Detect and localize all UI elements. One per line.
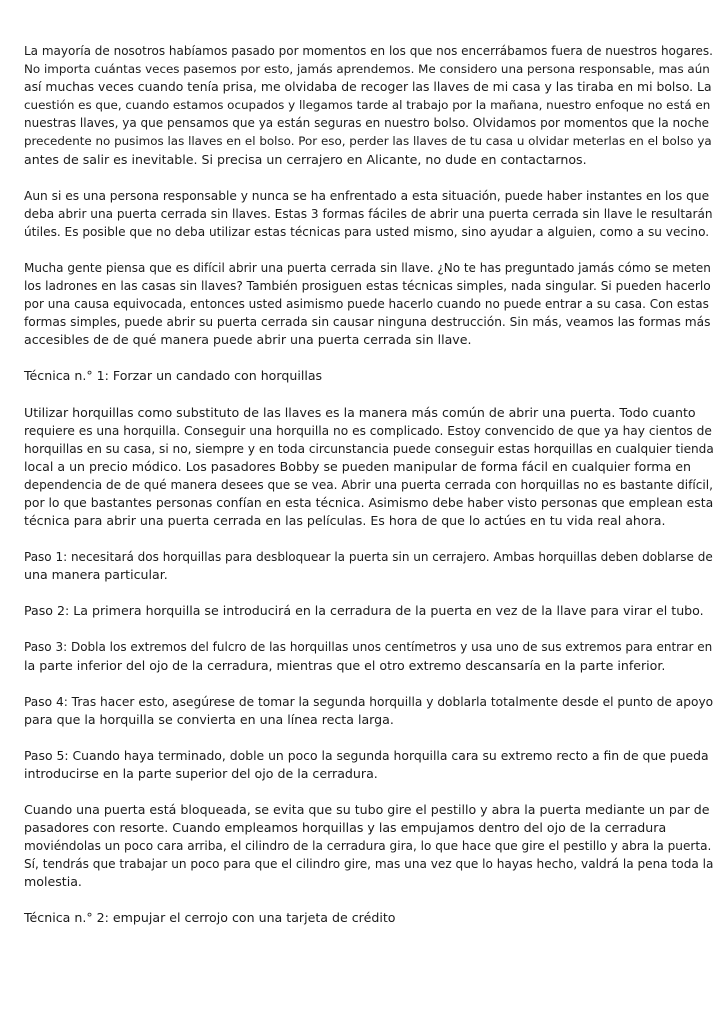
text-line: la parte inferior del ojo de la cerradura, mientras que el otro extremo descansaría en la parte inferior. <box>24 657 666 673</box>
text-line: Técnica n.° 1: Forzar un candado con horquillas <box>24 368 323 384</box>
text-line: Paso 3: Dobla los extremos del fulcro de las horquillas unos centímetros y usa uno de sus extremos para entrar en <box>24 640 713 655</box>
paragraph-hairpins <box>24 404 720 531</box>
text-line: una manera particular. <box>24 567 168 583</box>
text-line: nuestras llaves, ya que pensamos que ya están seguras en nuestro bolso. Olvidamos por momentos que la noche <box>24 116 710 131</box>
text-line: molestia. <box>24 874 82 890</box>
document-body <box>24 42 720 946</box>
text-line: deba abrir una puerta cerrada sin llaves. Estas 3 formas fáciles de abrir una puerta cerrada sin llave le resultarán <box>24 206 713 221</box>
paragraph-locked-door <box>24 801 720 891</box>
text-line: antes de salir es inevitable. Si precisa un cerrajero en Alicante, no dude en contactarnos. <box>24 151 587 167</box>
text-line: técnica para abrir una puerta cerrada en las películas. Es hora de que lo actúes en tu vida real ahora. <box>24 513 666 529</box>
text-line: formas simples, puede abrir su puerta cerrada sin causar ninguna destrucción. Sin más, veamos las formas más <box>24 315 711 330</box>
text-line: Utilizar horquillas como substituto de las llaves es la manera más común de abrir una puerta. Todo cuanto <box>24 404 696 420</box>
text-line: así muchas veces cuando tenía prisa, me olvidaba de recoger las llaves de mi casa y las tiraba en mi bolso. La <box>24 79 712 95</box>
text-line: horquillas en su casa, si no, siempre y en toda circunstancia puede conseguir estas horquillas en cualquier tienda <box>24 441 714 456</box>
paragraph-step-3 <box>24 638 720 674</box>
text-line: No importa cuántas veces pasemos por esto, jamás aprendemos. Me considero una persona responsable, mas aún <box>24 62 710 77</box>
text-line: para que la horquilla se convierta en una línea recta larga. <box>24 711 394 727</box>
paragraph-difficult <box>24 259 720 349</box>
text-line: Sí, tendrás que trabajar un poco para que el cilindro gire, mas una vez que lo hayas hecho, valdrá la pena toda la <box>24 857 714 872</box>
text-line: local a un precio módico. Los pasadores Bobby se pueden manipular de forma fácil en cualquier forma en <box>24 458 692 474</box>
text-line: por una causa equivocada, entonces usted asimismo puede hacerlo cuando no puede entrar a su casa. Con estas <box>24 297 709 312</box>
heading-technique-1 <box>24 367 720 385</box>
text-line: Mucha gente piensa que es difícil abrir una puerta cerrada sin llave. ¿No te has preguntado jamás cómo se meten <box>24 260 711 275</box>
paragraph-step-2 <box>24 602 720 620</box>
text-line: moviéndolas un poco cara arriba, el cilindro de la cerradura gira, lo que hace que gire el pestillo y abra la puerta. <box>24 839 712 854</box>
text-line: Paso 4: Tras hacer esto, asegúrese de tomar la segunda horquilla y doblarla totalmente desde el punto de apoyo <box>24 694 714 709</box>
text-line: Aun si es una persona responsable y nunca se ha enfrentado a esta situación, puede haber instantes en los que <box>24 188 710 203</box>
heading-technique-2 <box>24 909 720 927</box>
text-line: dependencia de de qué manera desees que se vea. Abrir una puerta cerrada con horquillas no es bastante difícil, <box>24 477 713 492</box>
text-line: por lo que bastantes personas confían en esta técnica. Asimismo debe haber visto personas que emplean esta <box>24 494 714 510</box>
text-line: Paso 2: La primera horquilla se introducirá en la cerradura de la puerta en vez de la llave para virar el tubo. <box>24 603 704 619</box>
text-line: Paso 1: necesitará dos horquillas para desbloquear la puerta sin un cerrajero. Ambas horquillas deben doblarse de <box>24 550 713 565</box>
paragraph-step-4 <box>24 693 720 729</box>
paragraph-step-1 <box>24 548 720 584</box>
paragraph-responsible <box>24 187 720 241</box>
text-line: útiles. Es posible que no deba utilizar estas técnicas para usted mismo, sino ayudar a alguien, como a su vecino. <box>24 224 710 239</box>
text-line: Paso 5: Cuando haya terminado, doble un poco la segunda horquilla cara su extremo recto a fin de que pueda <box>24 747 709 763</box>
text-line: pasadores con resorte. Cuando empleamos horquillas y las empujamos dentro del ojo de la cerradura <box>24 820 667 836</box>
text-line: requiere es una horquilla. Conseguir una horquilla no es complicado. Estoy convencido de que ya hay cientos de <box>24 423 712 438</box>
text-line: cuestión es que, cuando estamos ocupados y llegamos tarde al trabajo por la mañana, nuestro enfoque no está en <box>24 98 711 113</box>
paragraph-step-5 <box>24 747 720 783</box>
paragraph-intro <box>24 42 720 169</box>
text-line: accesibles de de qué manera puede abrir una puerta cerrada sin llave. <box>24 332 472 348</box>
text-line: introducirse en la parte superior del ojo de la cerradura. <box>24 765 378 781</box>
text-line: Técnica n.° 2: empujar el cerrojo con una tarjeta de crédito <box>24 910 396 926</box>
text-line: precedente no pusimos las llaves en el bolso. Por eso, perder las llaves de tu casa u olvidar meterlas en el bolso ya <box>24 134 712 149</box>
text-line: La mayoría de nosotros habíamos pasado por momentos en los que nos encerrábamos fuera de nuestros hogares. <box>24 44 713 58</box>
text-line: los ladrones en las casas sin llaves? También prosiguen estas técnicas simples, nada singular. Si pueden hacerlo <box>24 279 711 294</box>
text-line: Cuando una puerta está bloqueada, se evita que su tubo gire el pestillo y abra la puerta mediante un par de <box>24 802 710 817</box>
